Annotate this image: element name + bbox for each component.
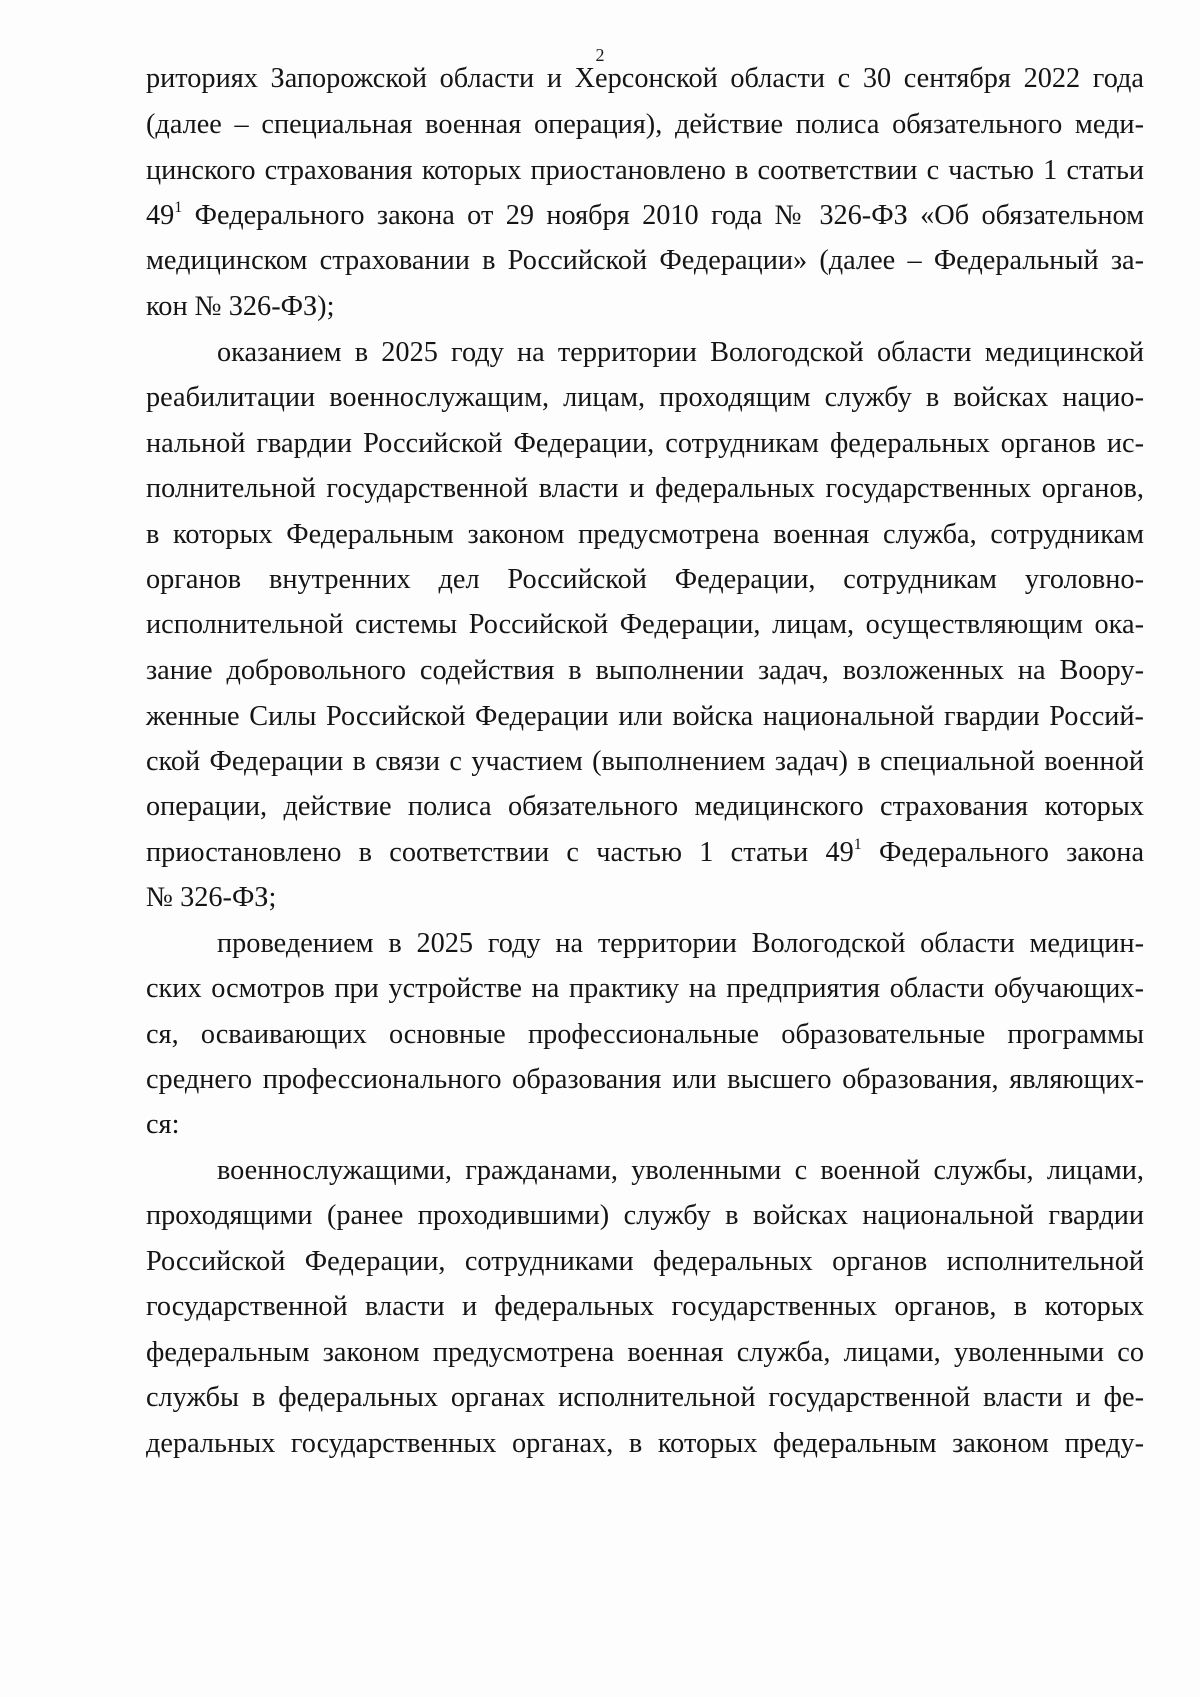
text-line: органов внутренних дел Российской Федерации, сотрудникам уголовно- — [146, 564, 1144, 595]
text-line: ся: — [146, 1109, 180, 1140]
text-line: государственной власти и федеральных государственных органов, в которых — [146, 1291, 1144, 1322]
paragraph-first-line: проведением в 2025 году на территории Вологодской области медицин- — [217, 928, 1144, 959]
text-line: операции, действие полиса обязательного медицинского страхования которых — [146, 791, 1144, 822]
text-line: деральных государственных органах, в которых федеральным законом преду- — [146, 1428, 1144, 1459]
text-line: цинского страхования которых приостановлено в соответствии с частью 1 статьи — [146, 155, 1144, 186]
text-line: среднего профессионального образования или высшего образования, являющих- — [146, 1064, 1144, 1095]
text-line: в которых Федеральным законом предусмотрена военная служба, сотрудникам — [146, 519, 1144, 550]
text-line: кон № 326-ФЗ); — [146, 291, 335, 322]
text-line: службы в федеральных органах исполнительной государственной власти и фе- — [146, 1382, 1144, 1413]
text-line: ся, осваивающих основные профессиональные образовательные программы — [146, 1019, 1144, 1050]
text-line: зание добровольного содействия в выполнении задач, возложенных на Воору- — [146, 655, 1144, 686]
text-line: исполнительной системы Российской Федерации, лицам, осуществляющим ока- — [146, 609, 1144, 640]
text-line: (далее – специальная военная операция), действие полиса обязательного меди- — [146, 109, 1144, 140]
text-line: медицинском страховании в Российской Федерации» (далее – Федеральный за- — [146, 245, 1144, 276]
text-line: проходящими (ранее проходившими) службу в войсках национальной гвардии — [146, 1200, 1144, 1231]
text-line: ской Федерации в связи с участием (выполнением задач) в специальной военной — [146, 746, 1144, 777]
text-line: № 326-ФЗ; — [146, 882, 277, 913]
text-line: полнительной государственной власти и федеральных государственных органов, — [146, 473, 1144, 504]
superscript: 1 — [174, 199, 183, 216]
text-fragment: Федерального закона — [861, 837, 1144, 868]
text-line: ских осмотров при устройстве на практику на предприятия области обучающих- — [146, 973, 1144, 1004]
text-fragment: 49 — [146, 200, 175, 231]
text-line: Российской Федерации, сотрудниками федеральных органов исполнительной — [146, 1246, 1144, 1277]
superscript: 1 — [853, 836, 862, 853]
text-line — [146, 199, 1144, 233]
page-number: 2 — [595, 45, 605, 65]
text-line: нальной гвардии Российской Федерации, сотрудникам федеральных органов ис- — [146, 428, 1144, 459]
paragraph-first-line: оказанием в 2025 году на территории Вологодской области медицинской — [217, 337, 1144, 368]
paragraph-first-line: военнослужащими, гражданами, уволенными с военной службы, лицами, — [217, 1155, 1144, 1186]
text-line: федеральным законом предусмотрена военная служба, лицами, уволенными со — [146, 1337, 1144, 1368]
text-fragment: Федерального закона от 29 ноября 2010 года № 326-ФЗ «Об обязательном — [182, 200, 1144, 231]
text-fragment: приостановлено в соответствии с частью 1 статьи 49 — [146, 837, 854, 868]
text-line: реабилитации военнослужащим, лицам, проходящим службу в войсках нацио- — [146, 382, 1144, 413]
text-line — [146, 836, 1144, 870]
text-line: женные Силы Российской Федерации или войска национальной гвардии Россий- — [146, 701, 1144, 732]
text-line: риториях Запорожской области и Херсонской области с 30 сентября 2022 года — [146, 63, 1144, 94]
